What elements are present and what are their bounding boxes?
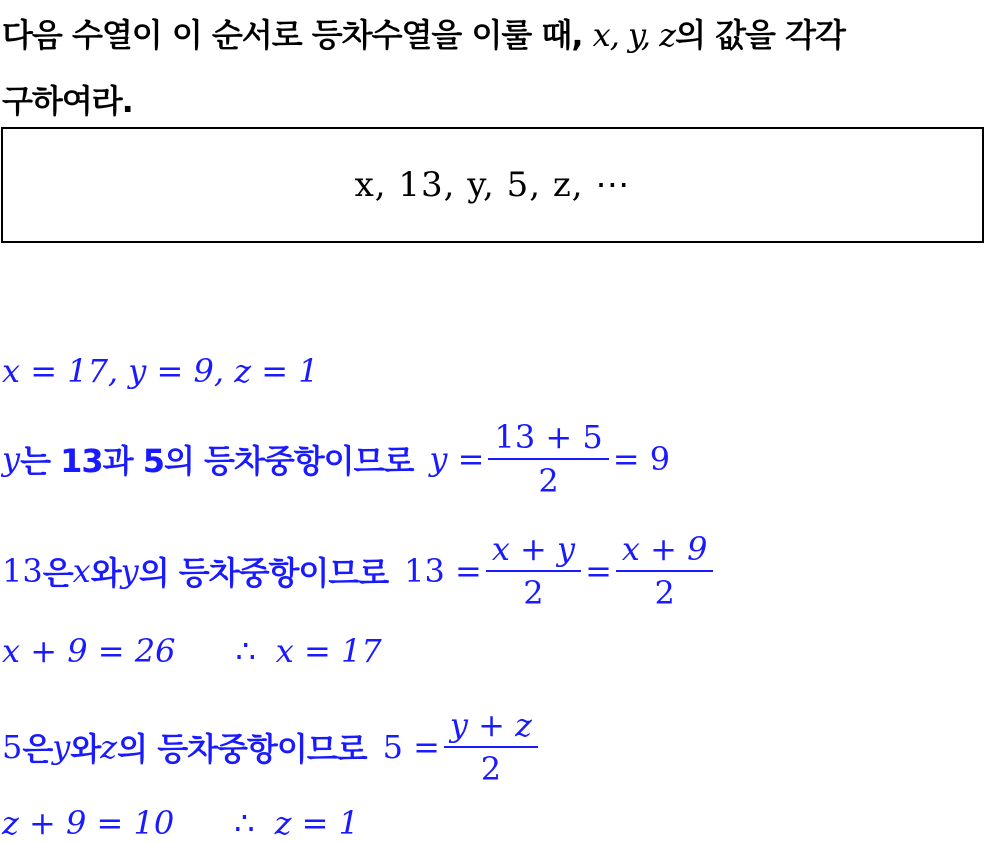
solution-step-4 bbox=[2, 706, 542, 788]
fraction-denominator: 2 bbox=[654, 574, 675, 612]
step-text: 는 13과 5의 등차중항이므로 bbox=[20, 442, 414, 480]
number-5: 5 bbox=[2, 728, 23, 766]
sequence-text: x, 13, y, 5, z, ⋯ bbox=[354, 165, 631, 205]
fraction-numerator: y + z bbox=[444, 706, 538, 748]
fraction bbox=[616, 530, 714, 612]
step-text: 은 bbox=[42, 554, 73, 592]
solution-answer bbox=[2, 352, 319, 390]
equation: z + 9 = 10 bbox=[2, 804, 175, 842]
equation-rhs: = 9 bbox=[612, 440, 671, 478]
equation-lhs: 5 = bbox=[382, 728, 440, 766]
fraction-denominator: 2 bbox=[538, 462, 559, 500]
fraction-numerator: x + 9 bbox=[616, 530, 714, 572]
step-text: 은 bbox=[22, 730, 53, 768]
therefore-symbol: ∴ bbox=[234, 804, 255, 842]
solution-step-5 bbox=[2, 804, 359, 842]
variable-y: y bbox=[2, 440, 21, 478]
question-text bbox=[2, 2, 992, 134]
solution-step-3 bbox=[2, 632, 382, 670]
equation-result: z = 1 bbox=[274, 804, 359, 842]
step-text: 의 등차중항이므로 bbox=[117, 730, 367, 768]
variable-y: y bbox=[628, 16, 641, 54]
step-text: 와 bbox=[70, 730, 101, 768]
equals-sign: = bbox=[585, 552, 612, 590]
step-text: 와 bbox=[90, 554, 121, 592]
number-13: 13 bbox=[2, 552, 43, 590]
question-text-part: 의 값을 각각 bbox=[675, 16, 845, 54]
question-text-part: 다음 수열이 이 순서로 등차수열을 이룰 때, bbox=[2, 16, 593, 54]
fraction bbox=[486, 530, 581, 612]
comma: , bbox=[609, 16, 629, 54]
variable-x: x bbox=[592, 16, 610, 54]
fraction bbox=[488, 418, 608, 500]
equation-result: x = 17 bbox=[275, 632, 382, 670]
equation-lhs: y = bbox=[429, 440, 485, 478]
question-line-1 bbox=[2, 2, 992, 68]
solution-step-2 bbox=[2, 530, 717, 612]
equation: x + 9 = 26 bbox=[2, 632, 176, 670]
fraction-numerator: 13 + 5 bbox=[488, 418, 608, 460]
fraction bbox=[444, 706, 538, 788]
comma: , bbox=[640, 16, 660, 54]
therefore-symbol: ∴ bbox=[235, 632, 256, 670]
answer-text: x = 17, y = 9, z = 1 bbox=[2, 352, 319, 390]
equation-lhs: 13 = bbox=[404, 552, 482, 590]
variable-z: z bbox=[659, 16, 676, 54]
fraction-denominator: 2 bbox=[480, 750, 502, 788]
step-text: 의 등차중항이므로 bbox=[138, 554, 389, 592]
solution-step-1 bbox=[2, 418, 670, 500]
question-line-2: 구하여라. bbox=[2, 82, 133, 120]
fraction-numerator: x + y bbox=[486, 530, 581, 572]
variable-y: y bbox=[120, 552, 139, 590]
variable-z: z bbox=[100, 728, 118, 766]
variable-y: y bbox=[52, 728, 71, 766]
sequence-box bbox=[1, 127, 984, 243]
fraction-denominator: 2 bbox=[523, 574, 544, 612]
variable-x: x bbox=[72, 552, 91, 590]
